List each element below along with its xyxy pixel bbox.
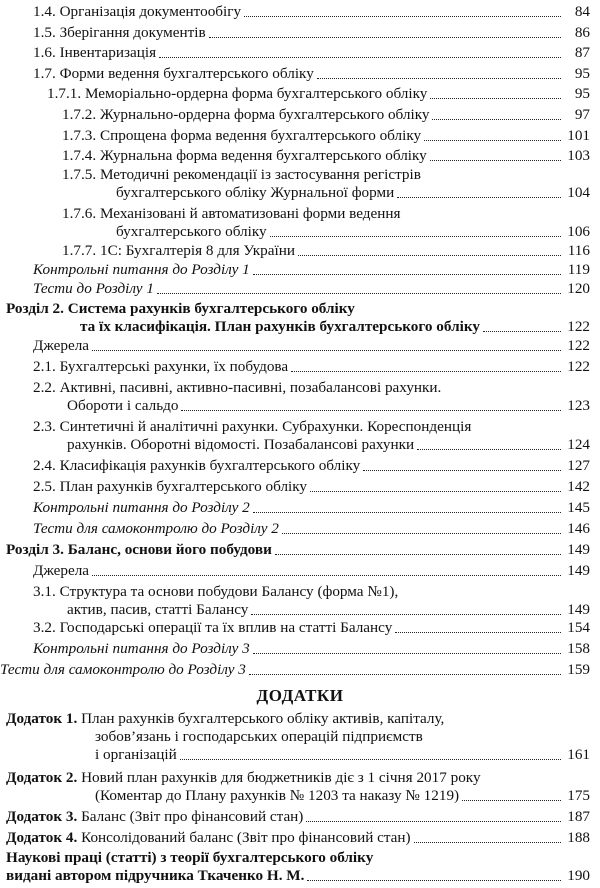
- toc-entry-text: 1.7.5. Методичні рекомендації із застосування регістрів: [62, 166, 421, 183]
- toc-entry-page: 106: [567, 223, 590, 240]
- toc-entry: [33, 24, 590, 42]
- leader-dots: [397, 196, 561, 198]
- toc-entry: [67, 397, 590, 415]
- toc-entry-text: бухгалтерського обліку: [116, 223, 267, 240]
- leader-dots: [253, 652, 561, 654]
- appendix-page: 187: [567, 808, 590, 825]
- leader-dots: [317, 77, 561, 79]
- toc-entry-text: рахунків. Оборотні відомості. Позабалансові рахунки: [67, 436, 415, 453]
- appendix-label: Додаток 1.: [6, 710, 78, 727]
- appendix-heading: ДОДАТКИ: [256, 686, 344, 705]
- appendix-text: зобов’язань і господарських операцій підприємств: [95, 728, 423, 745]
- toc-entry-page: 103: [567, 147, 590, 164]
- toc-entry: [62, 147, 590, 165]
- toc-entry-text: Джерела: [33, 337, 90, 354]
- appendix-text: Баланс (Звіт про фінансовий стан): [81, 808, 304, 825]
- toc-entry: [33, 520, 590, 538]
- toc-entry: [62, 127, 590, 145]
- toc-entry-text: Обороти і сальдо: [67, 397, 179, 414]
- toc-entry-text: 2.1. Бухгалтерські рахунки, їх побудова: [33, 358, 289, 375]
- leader-dots: [209, 36, 561, 38]
- appendix-text: і організацій: [95, 746, 177, 763]
- toc-entry-text: Контрольні питання до Розділу 2: [33, 499, 250, 516]
- toc-entry-text: Джерела: [33, 562, 90, 579]
- toc-entry: [67, 601, 590, 619]
- toc-entry: [33, 499, 590, 517]
- toc-entry-page: 158: [567, 640, 590, 657]
- appendix-text: видані автором підручника Ткаченко Н. М.: [6, 867, 305, 884]
- toc-entry-text: 1.7.6. Механізовані й автоматизовані форми ведення: [62, 205, 401, 222]
- toc-entry-text: Контрольні питання до Розділу 1: [33, 261, 250, 278]
- toc-entry-page: 86: [574, 24, 590, 41]
- toc-entry: [0, 661, 590, 679]
- leader-dots: [462, 799, 561, 801]
- leader-dots: [298, 254, 561, 256]
- appendix-text: (Коментар до Плану рахунків № 1203 та наказу № 1219): [95, 787, 460, 804]
- toc-entry-text: 1.7.2. Журнально-ордерна форма бухгалтерського обліку: [62, 106, 430, 123]
- leader-dots: [432, 118, 561, 120]
- section-heading: [6, 541, 590, 559]
- leader-dots: [291, 370, 561, 372]
- appendix-entry-line: [95, 728, 590, 746]
- toc-entry: [33, 3, 590, 21]
- toc-entry-page: 124: [567, 436, 590, 453]
- leader-dots: [483, 330, 561, 332]
- toc-entry: [33, 261, 590, 279]
- toc-entry: [33, 457, 590, 475]
- leader-dots: [424, 139, 561, 141]
- leader-dots: [282, 532, 561, 534]
- appendix-entry: [95, 787, 590, 805]
- toc-entry-page: 123: [567, 397, 590, 414]
- appendix-entry-line: [6, 710, 590, 728]
- leader-dots: [251, 613, 561, 615]
- toc-entry-text: Розділ 2. Система рахунків бухгалтерського обліку: [6, 300, 355, 317]
- toc-entry-text: 1.4. Організація документообігу: [33, 3, 242, 20]
- leader-dots: [275, 553, 561, 555]
- appendix-text: Консолідований баланс (Звіт про фінансовий стан): [81, 829, 411, 846]
- toc-entry: [62, 106, 590, 124]
- appendix-label: Додаток 2.: [6, 769, 78, 786]
- leader-dots: [310, 490, 561, 492]
- toc-entry-text: Контрольні питання до Розділу 3: [33, 640, 250, 657]
- toc-entry-page: 104: [567, 184, 590, 201]
- toc-entry-line: [62, 166, 590, 184]
- toc-entry-text: Тести для самоконтролю до Розділу 2: [33, 520, 279, 537]
- leader-dots: [430, 97, 561, 99]
- leader-dots: [395, 631, 561, 633]
- appendix-entry: [6, 829, 590, 847]
- toc-entry-text: 1.6. Інвентаризація: [33, 44, 157, 61]
- toc-entry-text: 1.7.1. Меморіально-ордерна форма бухгалтерського обліку: [47, 85, 428, 102]
- toc-entry-page: 122: [567, 337, 590, 354]
- leader-dots: [180, 758, 561, 760]
- leader-dots: [244, 15, 561, 17]
- toc-entry-page: 149: [567, 541, 590, 558]
- leader-dots: [414, 841, 561, 843]
- toc-entry: [47, 85, 590, 103]
- toc-entry-text: 2.2. Активні, пасивні, активно-пасивні, позабалансові рахунки.: [33, 379, 442, 396]
- appendix-entry-line: [6, 769, 590, 787]
- toc-entry-text: Тести до Розділу 1: [33, 280, 154, 297]
- toc-entry: [33, 280, 590, 298]
- toc-entry-line: [62, 205, 590, 223]
- toc-entry-text: 1.7. Форми ведення бухгалтерського обліку: [33, 65, 314, 82]
- toc-entry-page: 146: [567, 520, 590, 537]
- appendix-page: 188: [567, 829, 590, 846]
- toc-entry-text: бухгалтерського обліку Журнальної форми: [116, 184, 395, 201]
- leader-dots: [306, 820, 561, 822]
- appendix-label: Додаток 4.: [6, 829, 78, 846]
- appendix-text: Новий план рахунків для бюджетників діє з 1 січня 2017 року: [81, 769, 481, 786]
- toc-entry-page: 101: [567, 127, 590, 144]
- toc-entry-page: 119: [567, 261, 590, 278]
- toc-entry-page: 97: [574, 106, 590, 123]
- toc-entry-page: 122: [567, 318, 590, 335]
- toc-entry-page: 159: [567, 661, 590, 678]
- toc-entry-page: 145: [567, 499, 590, 516]
- toc-entry: [62, 242, 590, 260]
- leader-dots: [363, 469, 561, 471]
- toc-entry-page: 154: [567, 619, 590, 636]
- toc-entry-text: та їх класифікація. План рахунків бухгалтерського обліку: [80, 318, 480, 335]
- appendix-entry: [6, 808, 590, 826]
- section-heading-line: [6, 300, 590, 318]
- leader-dots: [417, 448, 561, 450]
- toc-entry-page: 95: [574, 85, 590, 102]
- toc-entry: [33, 640, 590, 658]
- toc-entry: [33, 65, 590, 83]
- appendix-text: План рахунків бухгалтерського обліку активів, капіталу,: [81, 710, 445, 727]
- leader-dots: [253, 273, 561, 275]
- leader-dots: [157, 292, 561, 294]
- toc-entry-page: 116: [567, 242, 590, 259]
- toc-entry-text: 3.1. Структура та основи побудови Балансу (форма №1),: [33, 583, 399, 600]
- toc-entry-page: 95: [574, 65, 590, 82]
- toc-entry-page: 149: [567, 601, 590, 618]
- toc-entry-page: 84: [574, 3, 590, 20]
- appendix-entry: [6, 867, 590, 885]
- toc-entry-line: [33, 379, 590, 397]
- toc-entry: [33, 358, 590, 376]
- toc-entry: [67, 436, 590, 454]
- toc-entry: [33, 44, 590, 62]
- toc-entry: [33, 562, 590, 580]
- toc-entry-page: 122: [567, 358, 590, 375]
- toc-entry-text: актив, пасив, статті Балансу: [67, 601, 249, 618]
- toc-entry-text: 1.7.4. Журнальна форма ведення бухгалтерського обліку: [62, 147, 427, 164]
- toc-entry-text: Тести для самоконтролю до Розділу 3: [0, 661, 246, 678]
- appendix-entry-line: [6, 849, 590, 867]
- leader-dots: [430, 159, 561, 161]
- toc-entry-text: 3.2. Господарські операції та їх вплив на статті Балансу: [33, 619, 393, 636]
- leader-dots: [307, 879, 561, 881]
- appendix-page: 161: [567, 746, 590, 763]
- toc-entry: [33, 337, 590, 355]
- toc-entry-page: 87: [574, 44, 590, 61]
- appendix-page: 190: [567, 867, 590, 884]
- appendix-page: 175: [567, 787, 590, 804]
- toc-entry-text: 1.7.7. 1С: Бухгалтерія 8 для України: [62, 242, 295, 259]
- section-heading: [80, 318, 590, 336]
- leader-dots: [270, 235, 561, 237]
- appendix-entry: [95, 746, 590, 764]
- appendix-label: Додаток 3.: [6, 808, 78, 825]
- toc-entry-page: 120: [567, 280, 590, 297]
- toc-entry-text: 2.4. Класифікація рахунків бухгалтерського обліку: [33, 457, 361, 474]
- leader-dots: [249, 673, 561, 675]
- toc-entry: [33, 619, 590, 637]
- appendix-text: Наукові праці (статті) з теорії бухгалтерського обліку: [6, 849, 374, 866]
- toc-entry-text: 2.5. План рахунків бухгалтерського обліку: [33, 478, 308, 495]
- toc-entry-text: 2.3. Синтетичні й аналітичні рахунки. Субрахунки. Кореспонденція: [33, 418, 472, 435]
- toc-entry-text: 1.7.3. Спрощена форма ведення бухгалтерського обліку: [62, 127, 422, 144]
- toc-entry-page: 149: [567, 562, 590, 579]
- toc-entry-page: 142: [567, 478, 590, 495]
- leader-dots: [181, 409, 561, 411]
- toc-entry: [116, 184, 590, 202]
- toc-entry: [116, 223, 590, 241]
- leader-dots: [92, 349, 561, 351]
- toc-entry-line: [33, 418, 590, 436]
- toc-entry-text: 1.5. Зберігання документів: [33, 24, 206, 41]
- toc-entry-text: Розділ 3. Баланс, основи його побудови: [6, 541, 272, 558]
- leader-dots: [253, 511, 561, 513]
- toc-entry: [33, 478, 590, 496]
- leader-dots: [92, 574, 561, 576]
- leader-dots: [159, 56, 561, 58]
- toc-entry-page: 127: [567, 457, 590, 474]
- toc-entry-line: [33, 583, 590, 601]
